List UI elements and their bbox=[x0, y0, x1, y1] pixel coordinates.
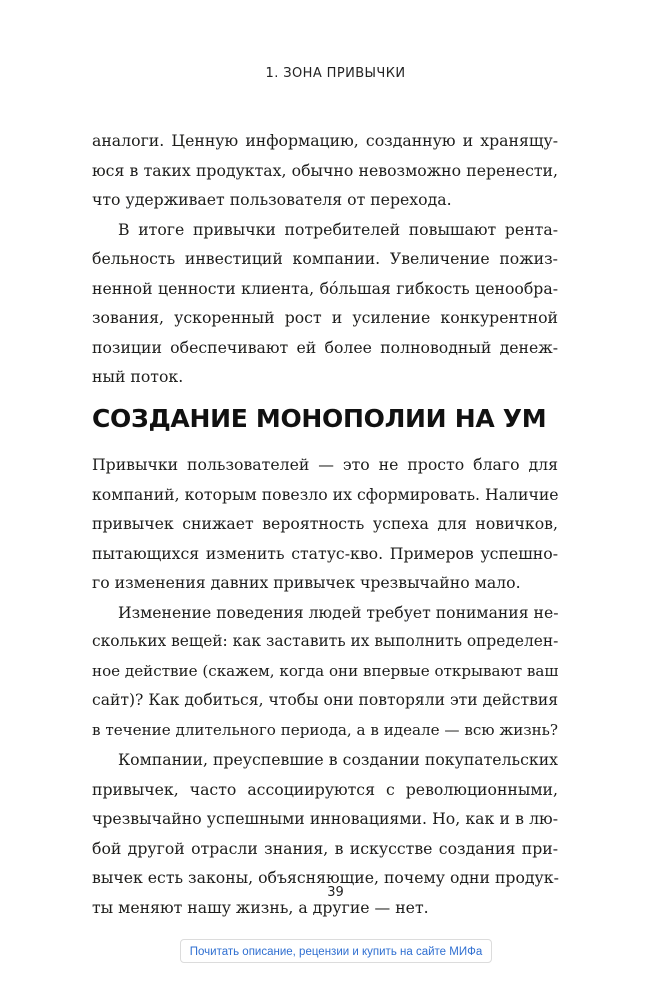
text-line: бой другой отрасли знания, в искусстве создания при- bbox=[92, 838, 558, 858]
running-head: 1. ЗОНА ПРИВЫЧКИ bbox=[265, 66, 406, 81]
text-line: пытающихся изменить статус-кво. Примеров успешно- bbox=[92, 543, 558, 563]
text-line: ный поток. bbox=[92, 367, 184, 386]
text-block-top bbox=[92, 126, 558, 392]
text-line: аналоги. Ценную информацию, созданную и хранящу- bbox=[92, 131, 558, 150]
text-line: Привычки пользователей — это не просто благо для bbox=[92, 455, 558, 474]
text-line: ненной ценности клиента, бóльшая гибкость ценообра- bbox=[92, 278, 558, 298]
text-line: Изменение поведения людей требует понимания не- bbox=[118, 602, 559, 622]
page-number: 39 bbox=[327, 885, 344, 900]
text-line: чрезвычайно успешными инновациями. Но, как и в лю- bbox=[92, 809, 558, 828]
text-line: бельность инвестиций компании. Увеличение пожиз- bbox=[92, 249, 558, 268]
text-line: позиции обеспечивают ей более полноводный денеж- bbox=[92, 337, 558, 357]
text-line: Компании, преуспевшие в создании покупательских bbox=[118, 750, 558, 769]
text-line: сайт)? Как добиться, чтобы они повторяли эти действия bbox=[92, 691, 558, 709]
text-line: вычек есть законы, объясняющие, почему одни продук- bbox=[92, 868, 559, 887]
text-line: в течение длительного периода, а в идеале — всю жизнь? bbox=[92, 720, 558, 739]
text-line: привычек, часто ассоциируются с революционными, bbox=[92, 779, 558, 799]
text-line: В итоге привычки потребителей повышают рента- bbox=[118, 219, 558, 239]
text-line: привычек снижает вероятность успеха для новичков, bbox=[92, 514, 558, 533]
text-line: скольких вещей: как заставить их выполнить определен- bbox=[92, 632, 559, 650]
text-line: зования, ускоренный рост и усиление конкурентной bbox=[92, 308, 558, 327]
text-line: го изменения давних привычек чрезвычайно мало. bbox=[92, 573, 521, 592]
text-line: ты меняют нашу жизнь, а другие — нет. bbox=[92, 897, 429, 917]
text-line: компаний, которым повезло их сформировать. Наличие bbox=[92, 484, 559, 504]
section-heading: СОЗДАНИЕ МОНОПОЛИИ НА УМ bbox=[92, 404, 547, 433]
text-line: что удерживает пользователя от перехода. bbox=[92, 190, 452, 209]
text-block-bottom bbox=[92, 450, 558, 922]
promo-link-button[interactable]: Почитать описание, рецензии и купить на сайте МИФа bbox=[180, 939, 492, 963]
text-line: ное действие (скажем, когда они впервые открывают ваш bbox=[92, 661, 559, 680]
text-line: юся в таких продуктах, обычно невозможно перенести, bbox=[92, 160, 558, 180]
